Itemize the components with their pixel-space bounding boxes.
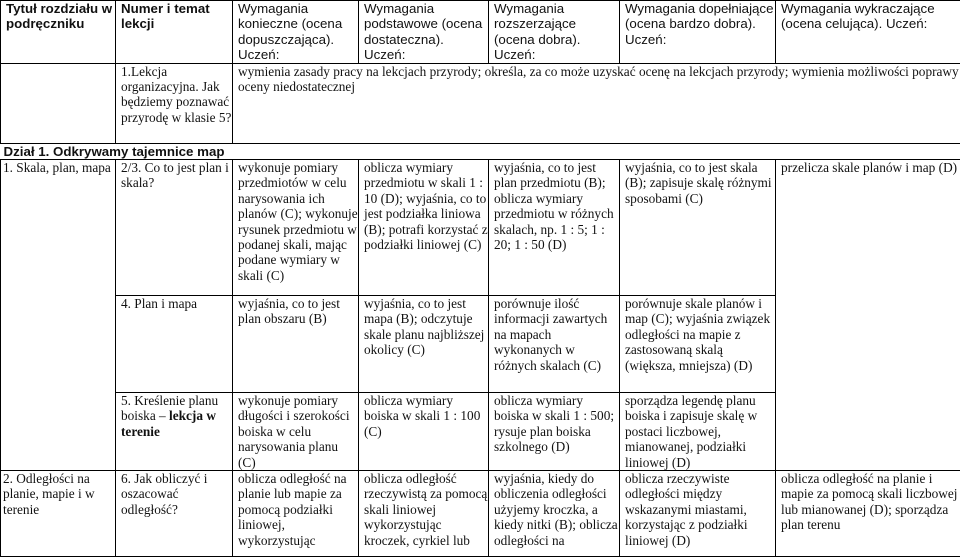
cell-extended: porównuje ilość informacji zawartych na mapach wykonanych w różnych skalach (C) bbox=[489, 296, 620, 393]
header-exceeding: Wymagania wykraczające (ocena celująca). Uczeń: bbox=[776, 1, 960, 64]
header-chapter: Tytuł rozdziału w podręczniku bbox=[1, 1, 116, 64]
header-row bbox=[1, 1, 960, 64]
cell-basic: wyjaśnia, co to jest mapa (B); odczytuje skale planu najbliższej okolicy (C) bbox=[359, 296, 489, 393]
section-row bbox=[1, 143, 960, 159]
cell-lesson: 1.Lekcja organizacyjna. Jak będziemy poznawać przyrodę w klasie 5? bbox=[116, 63, 233, 143]
cell-lesson: 5. Kreślenie planu boiska – lekcja w terenie bbox=[116, 393, 233, 471]
table-row bbox=[1, 160, 960, 296]
cell-basic: oblicza wymiary boiska w skali 1 : 100 (C) bbox=[359, 393, 489, 471]
cell-lesson: 2/3. Co to jest plan i skala? bbox=[116, 160, 233, 296]
cell-complementary: wyjaśnia, co to jest skala (B); zapisuje skalę różnymi sposobami (C) bbox=[620, 160, 776, 296]
cell-complementary: sporządza legendę planu boiska i zapisuje skalę w postaci liczbowej, mianowanej, podziałki liniowej (D) bbox=[620, 393, 776, 471]
cell-lesson: 6. Jak obliczyć i oszacować odległość? bbox=[116, 471, 233, 557]
cell-extended: wyjaśnia, kiedy do obliczenia odległości użyjemy kroczka, a kiedy nitki (B); oblicza odległości na bbox=[489, 471, 620, 557]
table-row bbox=[1, 63, 960, 143]
header-extended: Wymagania rozszerzające (ocena dobra). Uczeń: bbox=[489, 1, 620, 64]
cell-extended: wyjaśnia, co to jest plan przedmiotu (B); oblicza wymiary przedmiotu w różnych skalach, np. 1 : 5; 1 : 20; 1 : 50 (D) bbox=[489, 160, 620, 296]
cell-required: wyjaśnia, co to jest plan obszaru (B) bbox=[233, 296, 359, 393]
cell-required: wykonuje pomiary długości i szerokości boiska w celu narysowania planu (C) bbox=[233, 393, 359, 471]
cell-required: wykonuje pomiary przedmiotów w celu narysowania ich planów (C); wykonuje rysunek przedmiotu w podanej skali, mając podane wymiary w skali (C) bbox=[233, 160, 359, 296]
header-required: Wymagania konieczne (ocena dopuszczająca). Uczeń: bbox=[233, 1, 359, 64]
header-complementary: Wymagania dopełniające (ocena bardzo dobra). Uczeń: bbox=[620, 1, 776, 64]
cell-chapter-empty bbox=[1, 63, 116, 143]
cell-required: oblicza odległość na planie lub mapie za pomocą podziałki liniowej, wykorzystując bbox=[233, 471, 359, 557]
header-lesson: Numer i temat lekcji bbox=[116, 1, 233, 64]
cell-intro-requirements: wymienia zasady pracy na lekcjach przyrody; określa, za co może uzyskać ocenę na lekcjach przyrody; wymienia możliwości poprawy oceny niedostatecznej bbox=[233, 63, 960, 143]
cell-chapter: 2. Odległości na planie, mapie i w terenie bbox=[1, 471, 116, 557]
cell-exceeding: oblicza odległość na planie i mapie za pomocą skali liczbowej lub mianowanej (D); sporządza plan terenu bbox=[776, 471, 960, 557]
cell-basic: oblicza wymiary przedmiotu w skali 1 : 10 (D); wyjaśnia, co to jest podziałka liniowa (B); potrafi korzystać z podziałki liniowej (C) bbox=[359, 160, 489, 296]
cell-lesson: 4. Plan i mapa bbox=[116, 296, 233, 393]
cell-basic: oblicza odległość rzeczywistą za pomocą skali liniowej wykorzystując kroczek, cyrkiel lub bbox=[359, 471, 489, 557]
cell-complementary: oblicza rzeczywiste odległości między wskazanymi miastami, korzystając z podziałki liniowej (D) bbox=[620, 471, 776, 557]
section-title: Dział 1. Odkrywamy tajemnice map bbox=[1, 143, 960, 159]
cell-complementary: porównuje skale planów i map (C); wyjaśnia związek odległości na mapie z zastosowaną skalą (większa, mniejsza) (D) bbox=[620, 296, 776, 393]
table-row bbox=[1, 471, 960, 557]
header-basic: Wymagania podstawowe (ocena dostateczna). Uczeń: bbox=[359, 1, 489, 64]
cell-chapter: 1. Skala, plan, mapa bbox=[1, 160, 116, 471]
cell-exceeding: przelicza skale planów i map (D) bbox=[776, 160, 960, 471]
cell-extended: oblicza wymiary boiska w skali 1 : 500; rysuje plan boiska szkolnego (D) bbox=[489, 393, 620, 471]
